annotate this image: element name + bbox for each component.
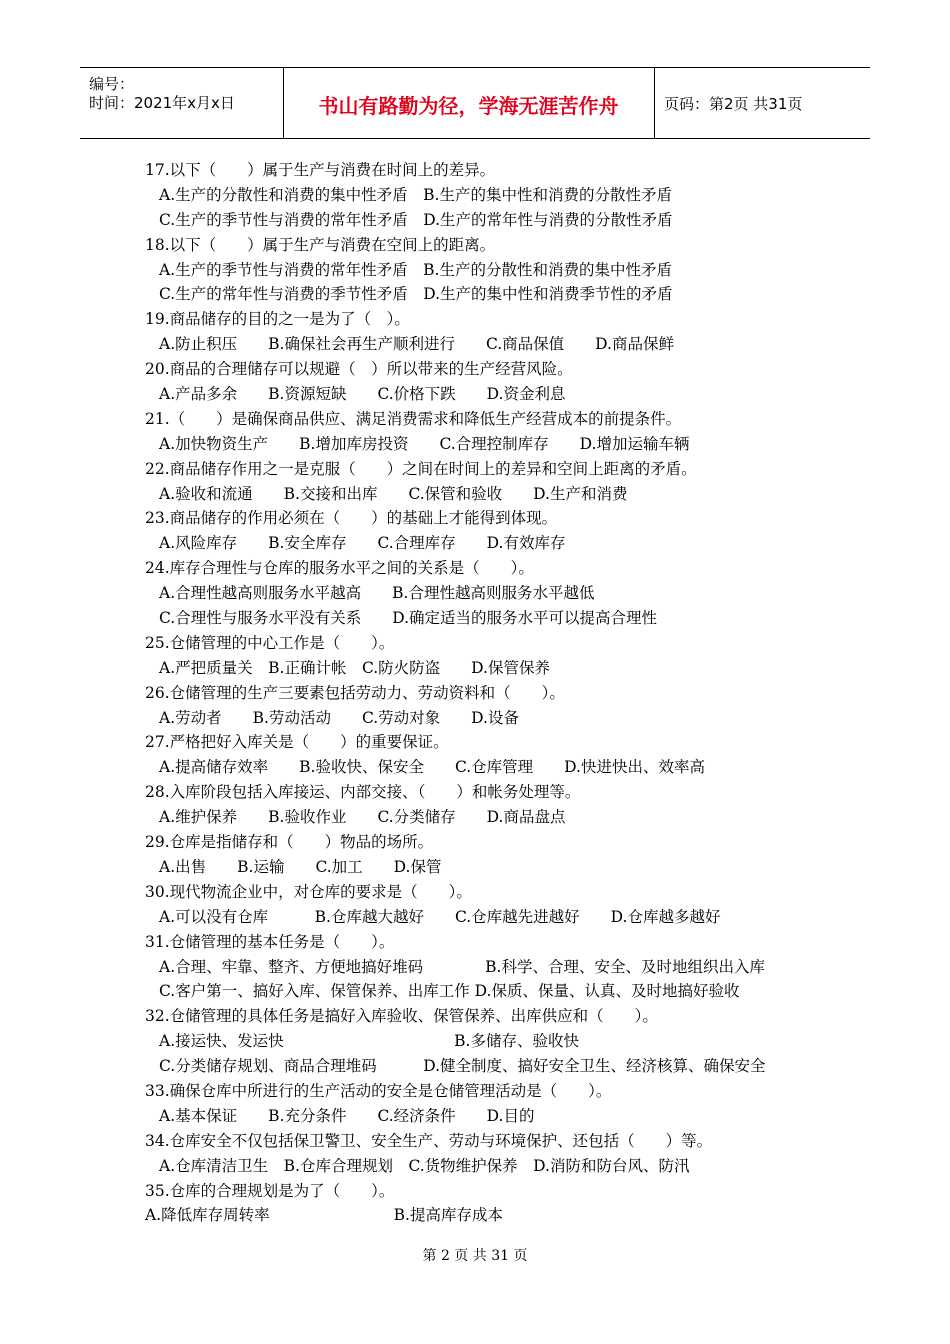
answer-options: C.合理性与服务水平没有关系 D.确定适当的服务水平可以提高合理性	[159, 609, 658, 628]
page-footer: 第 2 页 共 31 页	[422, 1248, 528, 1264]
question-text: 19.商品储存的目的之一是为了（ ）。	[145, 310, 410, 329]
question-text: 18.以下（ ）属于生产与消费在空间上的距离。	[145, 235, 496, 254]
question-text: 22.商品储存作用之一是克服（ ）之间在时间上的差异和空间上距离的矛盾。	[145, 459, 697, 478]
header-meta-cell	[80, 68, 284, 138]
answer-options: A.防止积压 B.确保社会再生产顺利进行 C.商品保值 D.商品保鲜	[159, 335, 674, 354]
answer-options: A.风险库存 B.安全库存 C.合理库存 D.有效库存	[159, 534, 566, 553]
page-header	[80, 67, 870, 139]
question-text: 33.确保仓库中所进行的生产活动的安全是仓储管理活动是（ ）。	[145, 1081, 612, 1100]
question-text: 27.严格把好入库关是（ ）的重要保证。	[145, 733, 449, 752]
question-text: 21.（ ）是确保商品供应、满足消费需求和降低生产经营成本的前提条件。	[145, 409, 682, 428]
document-number-label: 编号：	[89, 75, 135, 93]
answer-options: C.生产的常年性与消费的季节性矛盾 D.生产的集中性和消费季节性的矛盾	[159, 285, 673, 304]
answer-options: C.客户第一、搞好入库、保管保养、出库工作 D.保质、保量、认真、及时地搞好验收	[159, 982, 740, 1001]
question-text: 23.商品储存的作用必须在（ ）的基础上才能得到体现。	[145, 509, 558, 528]
question-text: 20.商品的合理储存可以规避（ ）所以带来的生产经营风险。	[145, 360, 573, 379]
answer-options: A.产品多余 B.资源短缺 C.价格下跌 D.资金利息	[159, 385, 566, 404]
question-text: 25.仓储管理的中心工作是（ ）。	[145, 633, 395, 652]
answer-options: A.仓库清洁卫生 B.仓库合理规划 C.货物维护保养 D.消防和防台风、防汛	[159, 1156, 690, 1175]
answer-options: A.可以没有仓库 B.仓库越大越好 C.仓库越先进越好 D.仓库越多越好	[159, 907, 721, 926]
question-text: 34.仓库安全不仅包括保卫警卫、安全生产、劳动与环境保护、还包括（ ）等。	[145, 1131, 713, 1150]
answer-options: A.严把质量关 B.正确计帐 C.防火防盗 D.保管保养	[159, 658, 550, 677]
answer-options: A.劳动者 B.劳动活动 C.劳动对象 D.设备	[159, 708, 519, 727]
answer-options: A.基本保证 B.充分条件 C.经济条件 D.目的	[159, 1106, 535, 1125]
question-text: 24.库存合理性与仓库的服务水平之间的关系是（ ）。	[145, 559, 534, 578]
question-text: 30.现代物流企业中，对仓库的要求是（ ）。	[145, 882, 472, 901]
answer-options: A.接运快、发运快 B.多储存、验收快	[159, 1032, 579, 1051]
answer-options: A.合理性越高则服务水平越高 B.合理性越高则服务水平越低	[159, 584, 595, 603]
question-text: 32.仓储管理的具体任务是搞好入库验收、保管保养、出库供应和（ ）。	[145, 1007, 658, 1026]
answer-options: A.验收和流通 B.交接和出库 C.保管和验收 D.生产和消费	[159, 484, 628, 503]
answer-options: A.合理、牢靠、整齐、方便地搞好堆码 B.科学、合理、安全、及时地组织出入库	[159, 957, 765, 976]
header-motto: 书山有路勤为径，学海无涯苦作舟	[318, 94, 619, 118]
question-text: 31.仓储管理的基本任务是（ ）。	[145, 932, 395, 951]
answer-options: A.生产的分散性和消费的集中性矛盾 B.生产的集中性和消费的分散性矛盾	[159, 185, 672, 204]
header-page-cell	[654, 68, 870, 138]
answer-options: A.生产的季节性与消费的常年性矛盾 B.生产的分散性和消费的集中性矛盾	[159, 260, 672, 279]
question-text: 17.以下（ ）属于生产与消费在时间上的差异。	[145, 161, 496, 179]
answer-options: A.提高储存效率 B.验收快、保安全 C.仓库管理 D.快进快出、效率高	[159, 758, 705, 777]
header-page-info: 页码：第2页 共31页	[664, 95, 803, 113]
answer-options: A.加快物资生产 B.增加库房投资 C.合理控制库存 D.增加运输车辆	[159, 434, 690, 453]
answer-options: A.维护保养 B.验收作业 C.分类储存 D.商品盘点	[159, 808, 566, 827]
question-text: 26.仓储管理的生产三要素包括劳动力、劳动资料和（ ）。	[145, 683, 565, 702]
answer-options: C.分类储存规划、商品合理堆码 D.健全制度、搞好安全卫生、经济核算、确保安全	[159, 1057, 766, 1076]
question-text: 28.入库阶段包括入库接运、内部交接、（ ）和帐务处理等。	[145, 783, 581, 802]
answer-options: C.生产的季节性与消费的常年性矛盾 D.生产的常年性与消费的分散性矛盾	[159, 210, 673, 229]
question-text: 29.仓库是指储存和（ ）物品的场所。	[145, 833, 434, 852]
question-text: 35.仓库的合理规划是为了（ ）。	[145, 1181, 395, 1200]
answer-options: A.出售 B.运输 C.加工 D.保管	[159, 857, 442, 876]
question-list	[145, 158, 845, 1228]
answer-options: A.降低库存周转率 B.提高库存成本	[145, 1206, 503, 1225]
document-date: 时间：2021年x月x日	[89, 94, 235, 112]
header-motto-cell	[283, 68, 655, 138]
